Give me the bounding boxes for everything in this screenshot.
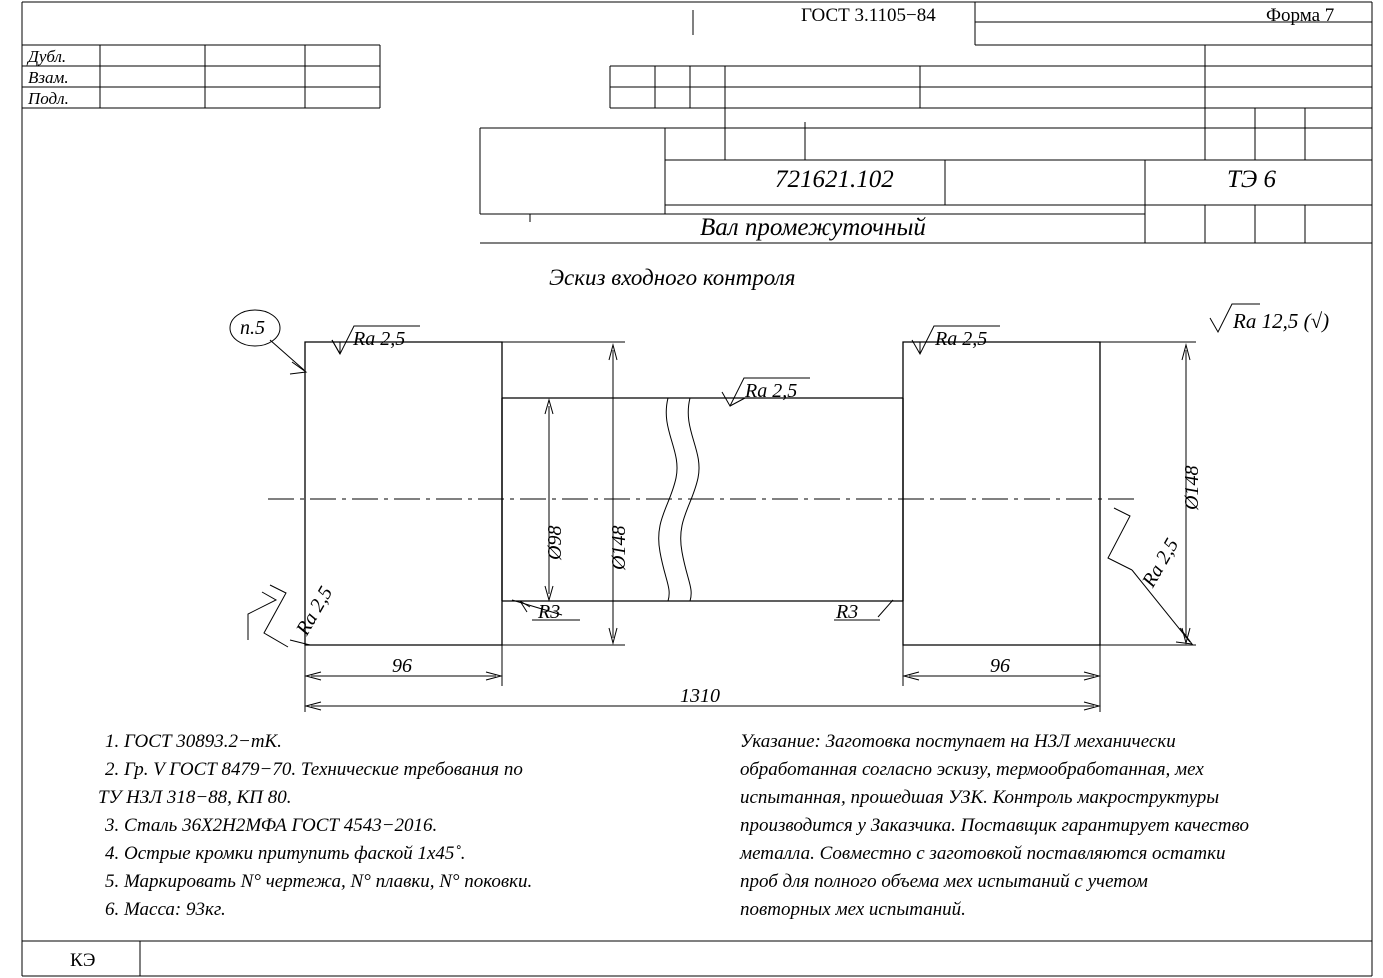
note-line: 2. Гр. V ГОСТ 8479−70. Технические требования по [105, 759, 523, 780]
notes-right [740, 728, 1249, 924]
roughness-label-5: Ra 2,5 [1138, 534, 1184, 591]
dim-len-right: 96 [990, 655, 1010, 677]
dim-len-total: 1310 [680, 685, 720, 707]
doc-code: ТЭ 6 [1227, 166, 1277, 193]
note-line: ТУ НЗЛ 318−88, КП 80. [98, 787, 292, 808]
note-line: повторных мех испытаний. [740, 899, 966, 920]
note-line: проб для полного объема мех испытаний с учетом [740, 871, 1148, 892]
note-line: производится у Заказчика. Поставщик гарантирует качество [740, 815, 1249, 836]
notes-left [98, 728, 533, 924]
roughness-symbol-5 [1100, 500, 1220, 620]
note-line: 4. Острые кромки притупить фаской 1х45˚. [105, 843, 466, 864]
roughness-label-4: Ra 2,5 [292, 582, 338, 639]
dim-dia98: Ø98 [544, 525, 566, 560]
doc-number: 721621.102 [775, 166, 894, 193]
dim-len-left: 96 [392, 655, 412, 677]
note-line: 6. Масса: 93кг. [105, 899, 226, 920]
note-line: Указание: Заготовка поступает на НЗЛ механически [740, 731, 1176, 752]
dim-radius-left: R3 [538, 601, 561, 623]
note-line: обработанная согласно эскизу, термообработанная, мех [740, 759, 1204, 780]
dim-dia148-left: Ø148 [608, 525, 630, 570]
note-line: металла. Совместно с заготовкой поставляются остатки [740, 843, 1226, 864]
dim-radius-right: R3 [836, 601, 859, 623]
row-label-podl: Подл. [28, 89, 69, 108]
gost-standard-label: ГОСТ 3.1105−84 [801, 5, 936, 26]
footer-stamp: КЭ [70, 950, 96, 971]
roughness-symbol-4 [258, 555, 378, 675]
form-label: Форма 7 [1266, 5, 1335, 26]
balloon-label: п.5 [240, 317, 265, 339]
roughness-label-3: Ra 2,5 [935, 328, 988, 350]
roughness-label-2: Ra 2,5 [745, 380, 798, 402]
row-label-dubl: Дубл. [28, 47, 67, 66]
note-line: 3. Сталь 36Х2Н2МФА ГОСТ 4543−2016. [105, 815, 438, 836]
balloon-marker [222, 300, 342, 400]
part-name: Вал промежуточный [700, 214, 926, 241]
note-line: 1. ГОСТ 30893.2−тК. [105, 731, 282, 752]
row-label-vzam: Взам. [28, 68, 69, 87]
roughness-label-1: Ra 2,5 [353, 328, 406, 350]
general-roughness-label: Ra 12,5 (√) [1233, 309, 1330, 333]
note-line: 5. Маркировать N° чертежа, N° плавки, N° поковки. [105, 871, 533, 892]
dim-dia148-right: Ø148 [1181, 465, 1203, 510]
note-line: испытанная, прошедшая УЗК. Контроль макроструктуры [740, 787, 1220, 808]
drawing-title: Эскиз входного контроля [549, 265, 796, 290]
